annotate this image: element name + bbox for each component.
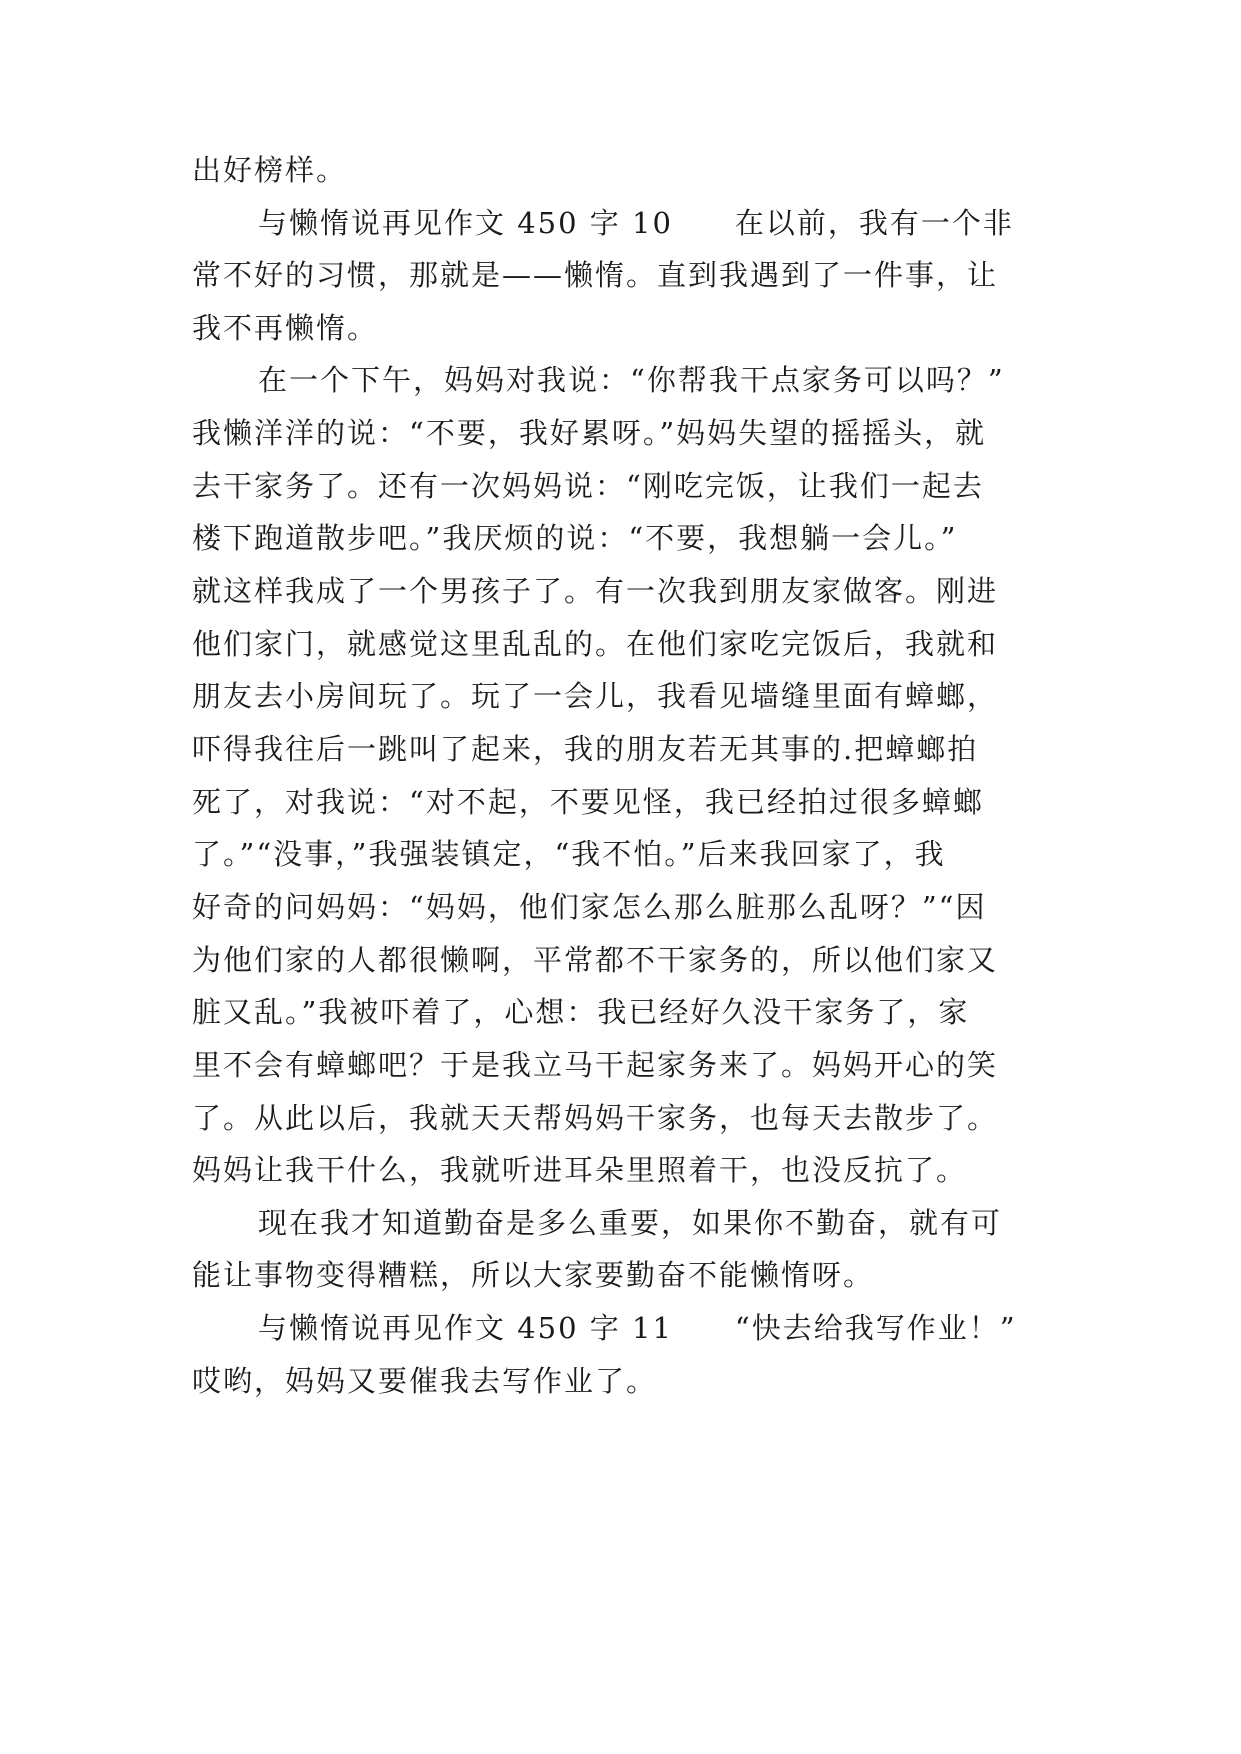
- text-line: 去干家务了。还有一次妈妈说：“刚吃完饭，让我们一起去: [192, 469, 984, 503]
- text-line: 好奇的问妈妈：“妈妈，他们家怎么那么脏那么乱呀？”“因: [192, 890, 987, 924]
- text-line: 楼下跑道散步吧。”我厌烦的说：“不要，我想躺一会儿。”: [192, 521, 958, 555]
- text-line: 出好榜样。: [192, 153, 348, 187]
- text-line: 死了，对我说：“对不起，不要见怪，我已经拍过很多蟑螂: [192, 785, 984, 819]
- section-heading-11: 与懒惰说再见作文 450 字 11 “快去给我写作业！”: [258, 1311, 1017, 1345]
- text-line: 他们家门，就感觉这里乱乱的。在他们家吃完饭后，我就和: [192, 627, 999, 661]
- text-line: 就这样我成了一个男孩子了。有一次我到朋友家做客。刚进: [192, 574, 999, 608]
- section-heading-10: 与懒惰说再见作文 450 字 10 在以前，我有一个非: [258, 206, 1014, 240]
- text-line: 现在我才知道勤奋是多么重要，如果你不勤奋，就有可: [258, 1206, 1003, 1240]
- text-line: 里不会有蟑螂吧？于是我立马干起家务来了。妈妈开心的笑: [192, 1048, 999, 1082]
- text-line: 了。从此以后，我就天天帮妈妈干家务，也每天去散步了。: [192, 1101, 999, 1135]
- text-line: 我不再懒惰。: [192, 311, 379, 345]
- text-line: 妈妈让我干什么，我就听进耳朵里照着干，也没反抗了。: [192, 1153, 968, 1187]
- text-line: 在一个下午，妈妈对我说：“你帮我干点家务可以吗？”: [258, 363, 1005, 397]
- text-line: 脏又乱。”我被吓着了，心想：我已经好久没干家务了，家: [192, 995, 970, 1029]
- text-line: 哎哟，妈妈又要催我去写作业了。: [192, 1364, 658, 1398]
- text-line: 朋友去小房间玩了。玩了一会儿，我看见墙缝里面有蟑螂，: [192, 679, 999, 713]
- text-line: 为他们家的人都很懒啊，平常都不干家务的，所以他们家又: [192, 943, 999, 977]
- text-line: 我懒洋洋的说：“不要，我好累呀。”妈妈失望的摇摇头，就: [192, 416, 987, 450]
- text-line: 常不好的习惯，那就是——懒惰。直到我遇到了一件事，让: [192, 258, 999, 292]
- text-line: 能让事物变得糟糕，所以大家要勤奋不能懒惰呀。: [192, 1258, 875, 1292]
- text-line: 吓得我往后一跳叫了起来，我的朋友若无其事的.把蟑螂拍: [192, 732, 979, 766]
- text-line: 了。”“没事，”我强装镇定，“我不怕。”后来我回家了，我: [192, 837, 946, 871]
